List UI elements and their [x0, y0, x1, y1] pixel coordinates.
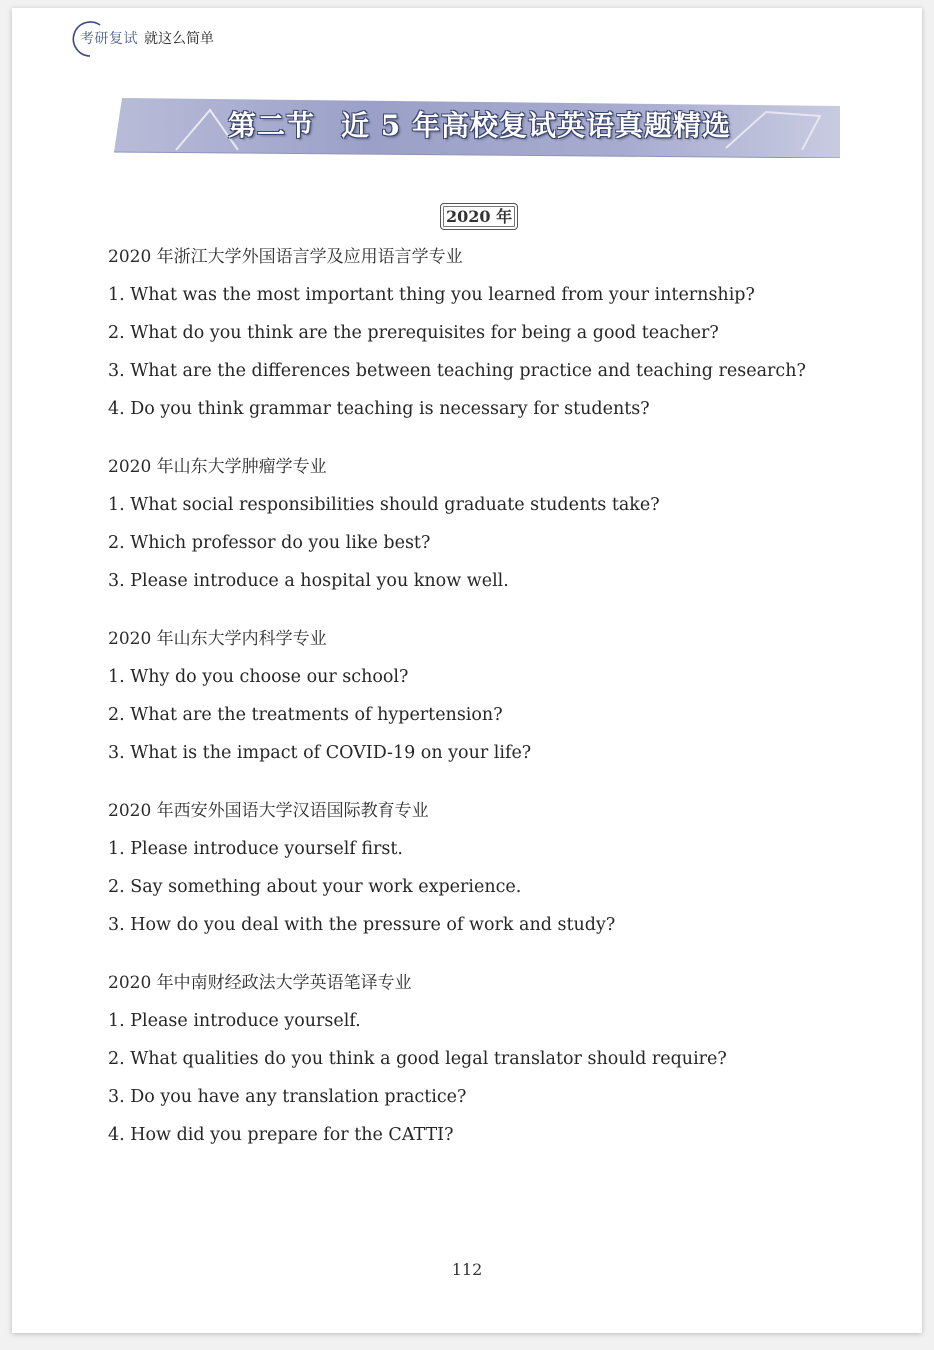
group-title: 2020 年西安外国语大学汉语国际教育专业: [108, 801, 429, 821]
question-item: 2. What do you think are the prerequisites for being a good teacher?: [108, 323, 719, 343]
question-item: 1. Please introduce yourself.: [108, 1011, 361, 1031]
group-title: 2020 年中南财经政法大学英语笔译专业: [108, 973, 412, 993]
question-group: [108, 964, 868, 1154]
section-title-part2: 近 5 年高校复试英语真题精选: [341, 109, 731, 142]
question-list: [108, 238, 868, 1174]
question-item: 3. Do you have any translation practice?: [108, 1087, 467, 1107]
section-banner: [114, 98, 840, 158]
group-title: 2020 年山东大学肿瘤学专业: [108, 457, 327, 477]
question-item: 4. How did you prepare for the CATTI?: [108, 1125, 454, 1145]
page-number: 112: [451, 1260, 483, 1279]
question-group: [108, 792, 868, 944]
question-group: [108, 448, 868, 600]
question-item: 1. What social responsibilities should graduate students take?: [108, 495, 660, 515]
question-item: 1. Please introduce yourself first.: [108, 839, 403, 859]
question-item: 2. What are the treatments of hypertension?: [108, 705, 503, 725]
question-item: 3. How do you deal with the pressure of work and study?: [108, 915, 616, 935]
question-item: 2. What qualities do you think a good legal translator should require?: [108, 1049, 727, 1069]
group-title: 2020 年浙江大学外国语言学及应用语言学专业: [108, 247, 463, 267]
year-badge: 2020 年: [440, 203, 518, 230]
brand-name: 考研复试: [80, 31, 138, 47]
brand-logo: [72, 23, 138, 53]
question-item: 2. Which professor do you like best?: [108, 533, 431, 553]
question-item: 1. Why do you choose our school?: [108, 667, 409, 687]
brand-slogan: 就这么简单: [144, 31, 214, 47]
question-group: [108, 238, 868, 428]
header-brand: [72, 16, 214, 60]
question-item: 4. Do you think grammar teaching is necessary for students?: [108, 399, 650, 419]
group-title: 2020 年山东大学内科学专业: [108, 629, 327, 649]
question-item: 1. What was the most important thing you learned from your internship?: [108, 285, 755, 305]
question-item: 3. Please introduce a hospital you know well.: [108, 571, 509, 591]
question-item: 2. Say something about your work experience.: [108, 877, 522, 897]
question-item: 3. What is the impact of COVID-19 on your life?: [108, 743, 532, 763]
question-item: 3. What are the differences between teaching practice and teaching research?: [108, 361, 806, 381]
section-title: [228, 104, 731, 144]
section-title-part1: 第二节: [228, 109, 316, 142]
question-group: [108, 620, 868, 772]
document-page: [12, 8, 922, 1333]
